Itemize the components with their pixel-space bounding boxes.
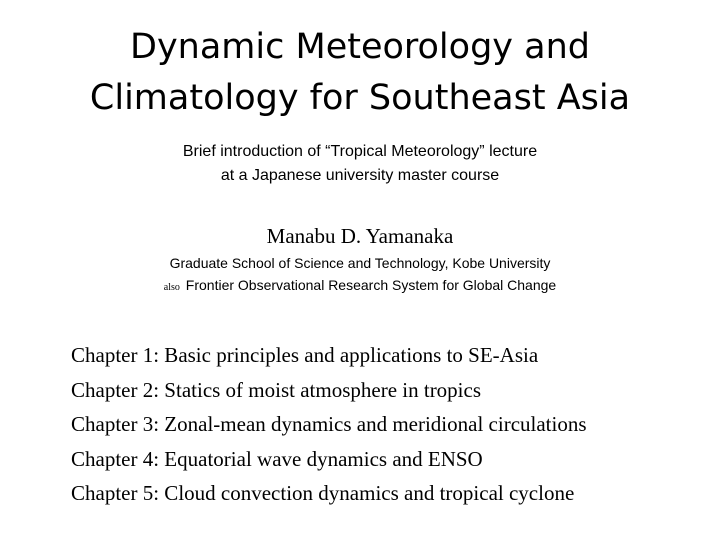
subtitle-line-1: Brief introduction of “Tropical Meteorology” lecture: [182, 143, 538, 160]
chapter-item: Chapter 4: Equatorial wave dynamics and ENSO: [71, 446, 483, 471]
chapter-item: Chapter 3: Zonal-mean dynamics and meridional circulations: [71, 412, 587, 436]
subtitle-line-2: at a Japanese university master course: [220, 167, 500, 184]
affiliation-line-2: [0, 274, 720, 299]
subtitle: [0, 140, 720, 188]
title-line-1: Dynamic Meteorology and: [130, 27, 590, 67]
also-label: also: [163, 282, 180, 293]
affiliation-line-2-text: Frontier Observational Research System for Global Change: [185, 277, 557, 293]
chapter-item: Chapter 1: Basic principles and applications to SE-Asia: [71, 343, 539, 367]
chapter-item: Chapter 2: Statics of moist atmosphere in tropics: [71, 377, 482, 402]
chapter-list: [71, 338, 587, 511]
chapter-item: Chapter 5: Cloud convection dynamics and tropical cyclone: [71, 481, 575, 505]
affiliation: [0, 252, 720, 299]
affiliation-line-1: Graduate School of Science and Technology, Kobe University: [169, 255, 551, 271]
title-line-2: Climatology for Southeast Asia: [89, 78, 631, 118]
slide-title: [0, 22, 720, 124]
author-name: Manabu D. Yamanaka: [266, 224, 454, 248]
